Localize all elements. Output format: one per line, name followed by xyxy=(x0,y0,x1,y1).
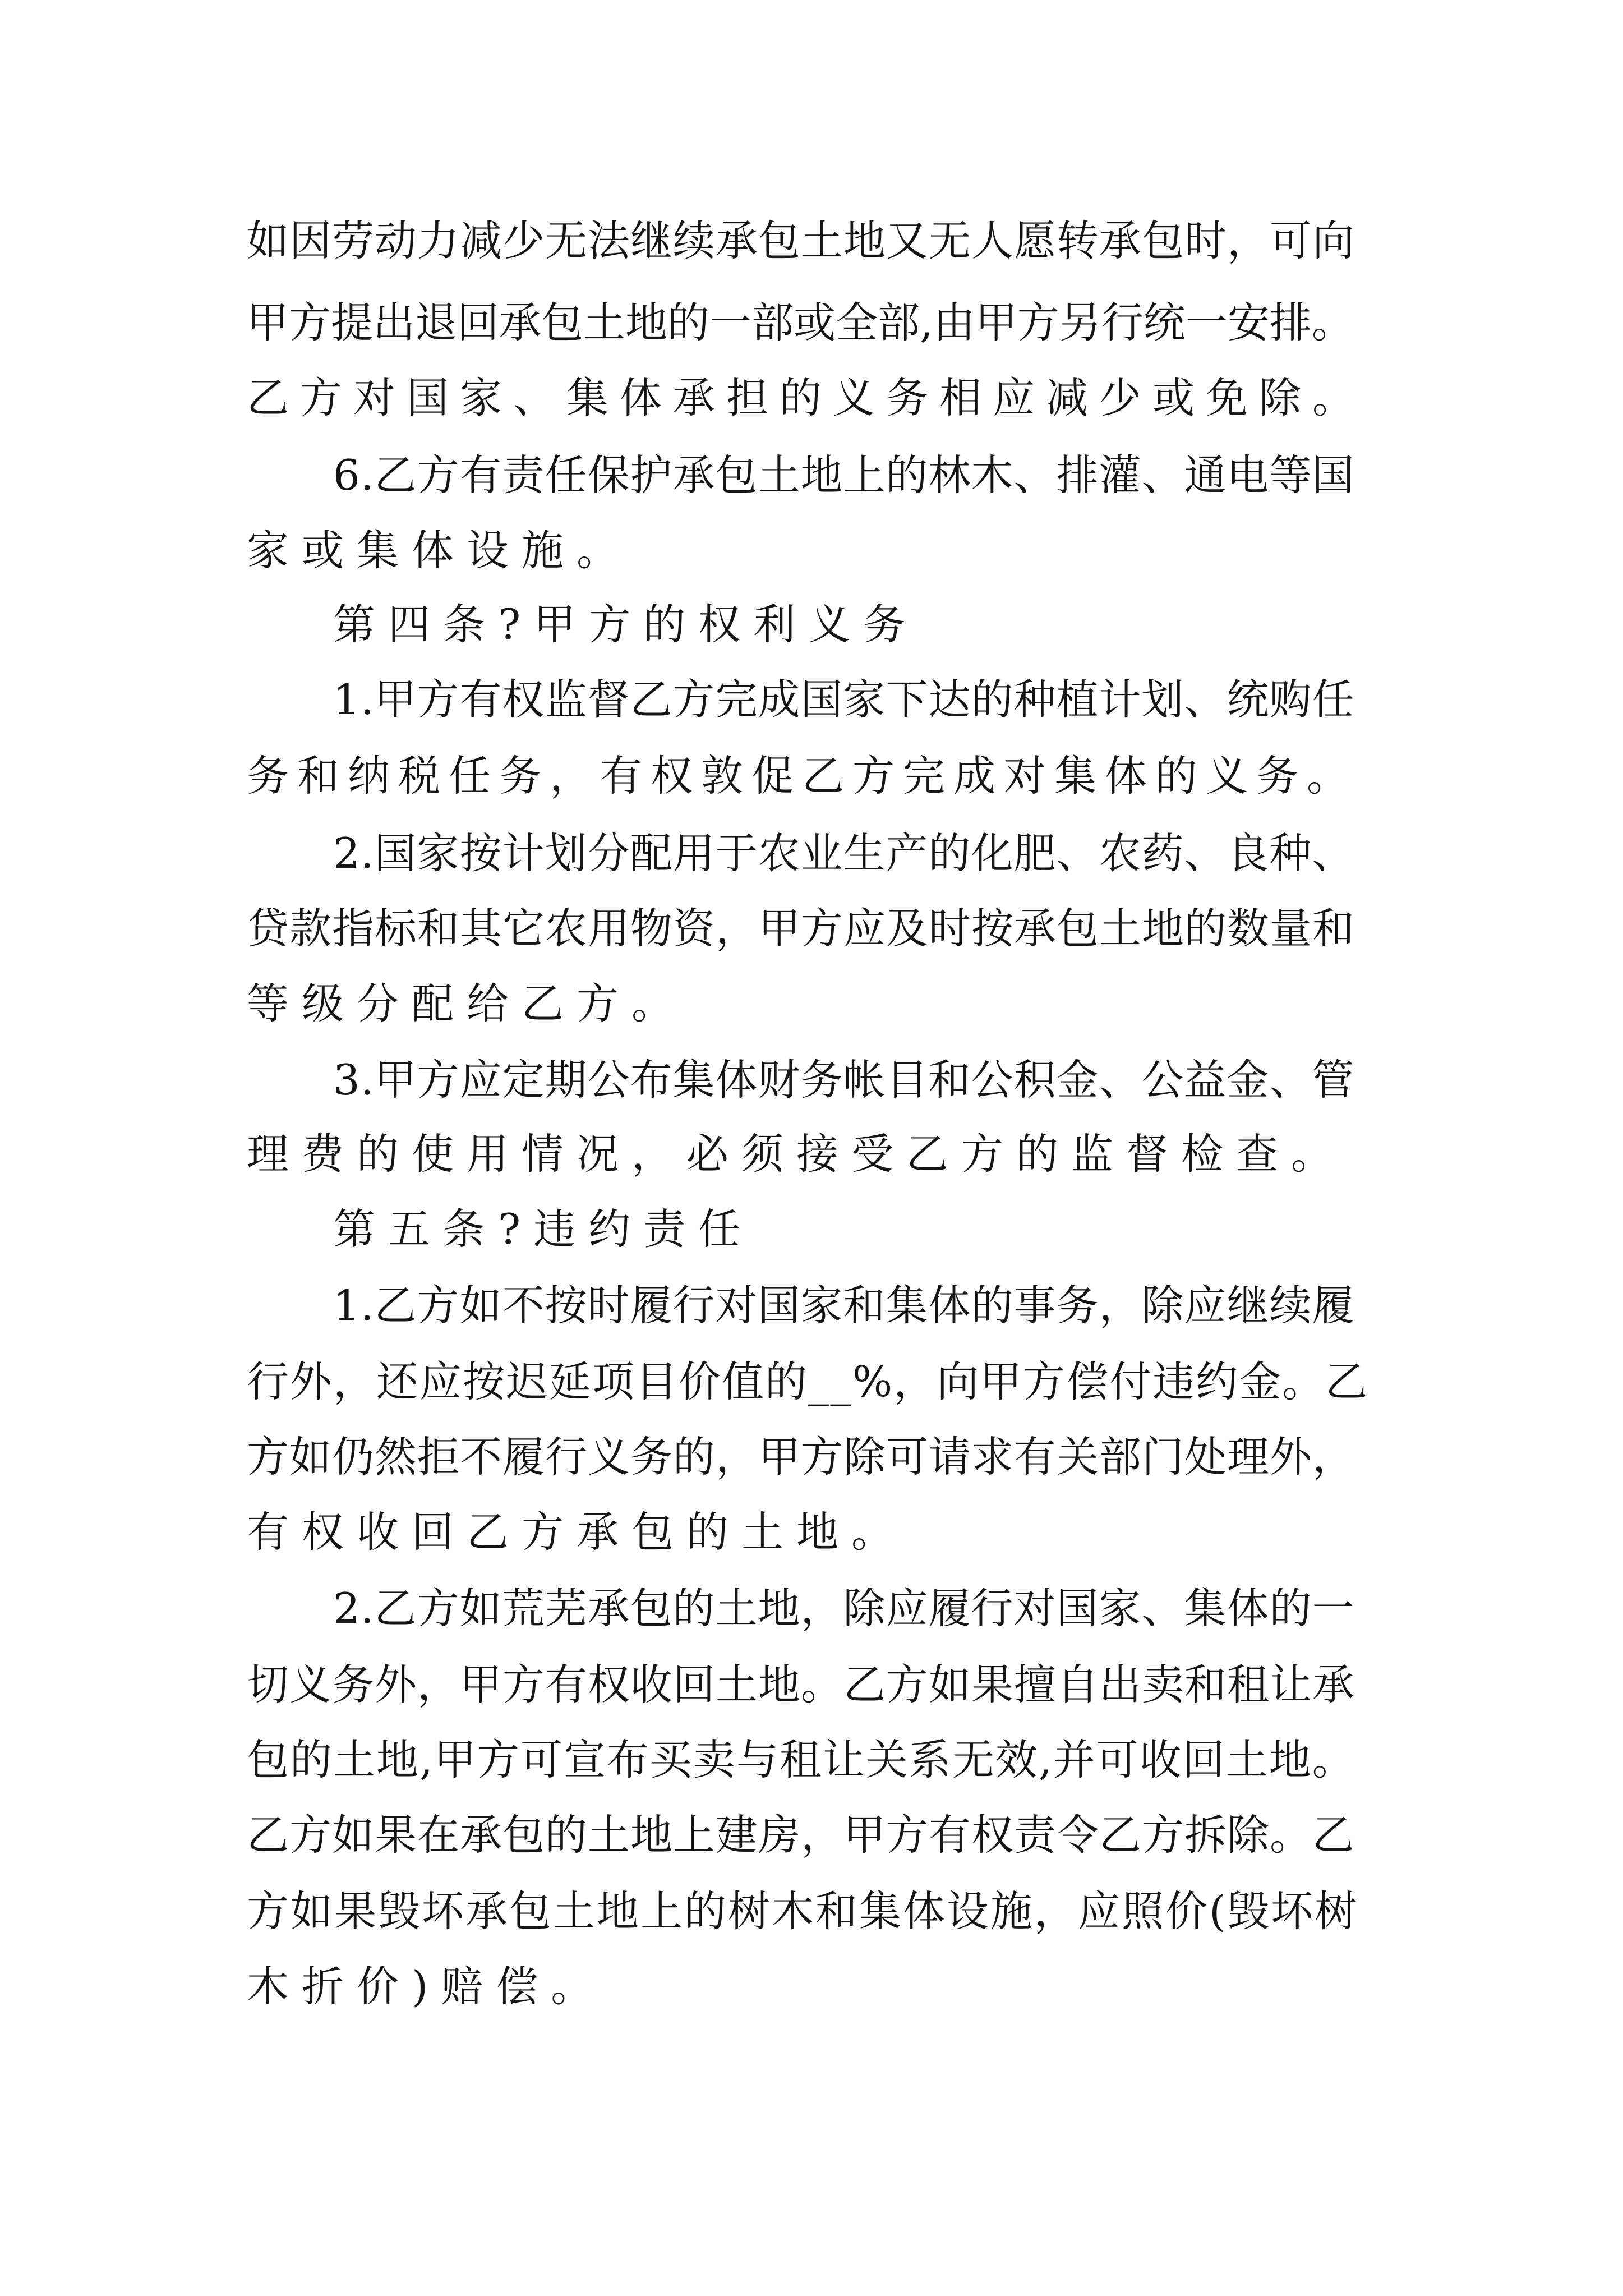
text-line: 2.乙方如荒芜承包的土地，除应履行对国家、集体的一 xyxy=(333,1584,1355,1633)
text-line: 乙方如果在承包的土地上建房，甲方有权责令乙方拆除。乙 xyxy=(247,1810,1355,1860)
text-line: 理费的使用情况，必须接受乙方的监督检查。 xyxy=(247,1129,1347,1179)
text-line: 方如果毁坏承包土地上的树木和集体设施，应照价(毁坏树 xyxy=(247,1887,1359,1936)
text-line: 家或集体设施。 xyxy=(247,526,632,575)
text-line: 6.乙方有责任保护承包土地上的林木、排灌、通电等国 xyxy=(333,450,1355,500)
text-line: 1.甲方有权监督乙方完成国家下达的种植计划、统购任 xyxy=(333,675,1355,724)
text-line: 3.甲方应定期公布集体财务帐目和公积金、公益金、管 xyxy=(333,1055,1355,1105)
text-line: 等级分配给乙方。 xyxy=(247,979,687,1028)
text-line: 切义务外，甲方有权收回土地。乙方如果擅自出卖和租让承 xyxy=(247,1660,1355,1709)
text-line: 有权收回乙方承包的土地。 xyxy=(247,1507,907,1557)
text-line: 行外，还应按迟延项目价值的__%，向甲方偿付违约金。乙 xyxy=(247,1357,1369,1406)
text-line: 包的土地,甲方可宣布买卖与租让关系无效,并可收回土地。 xyxy=(247,1735,1355,1784)
section-heading: 第五条?违约责任 xyxy=(333,1204,754,1254)
text-line: 乙方对国家、集体承担的义务相应减少或免除。 xyxy=(247,373,1366,422)
text-line: 2.国家按计划分配用于农业生产的化肥、农药、良种、 xyxy=(333,829,1355,878)
text-line: 务和纳税任务，有权敦促乙方完成对集体的义务。 xyxy=(247,751,1358,800)
text-line: 甲方提出退回承包土地的一部或全部,由甲方另行统一安排。 xyxy=(247,298,1354,347)
text-line: 如因劳动力减少无法继续承包土地又无人愿转承包时，可向 xyxy=(247,216,1355,265)
section-heading: 第四条?甲方的权利义务 xyxy=(333,600,919,649)
text-line: 木折价)赔偿。 xyxy=(247,1962,606,2011)
text-line: 1.乙方如不按时履行对国家和集体的事务，除应继续履 xyxy=(333,1281,1355,1330)
text-line: 贷款指标和其它农用物资，甲方应及时按承包土地的数量和 xyxy=(247,904,1355,953)
text-line: 方如仍然拒不履行义务的，甲方除可请求有关部门处理外， xyxy=(247,1432,1355,1481)
